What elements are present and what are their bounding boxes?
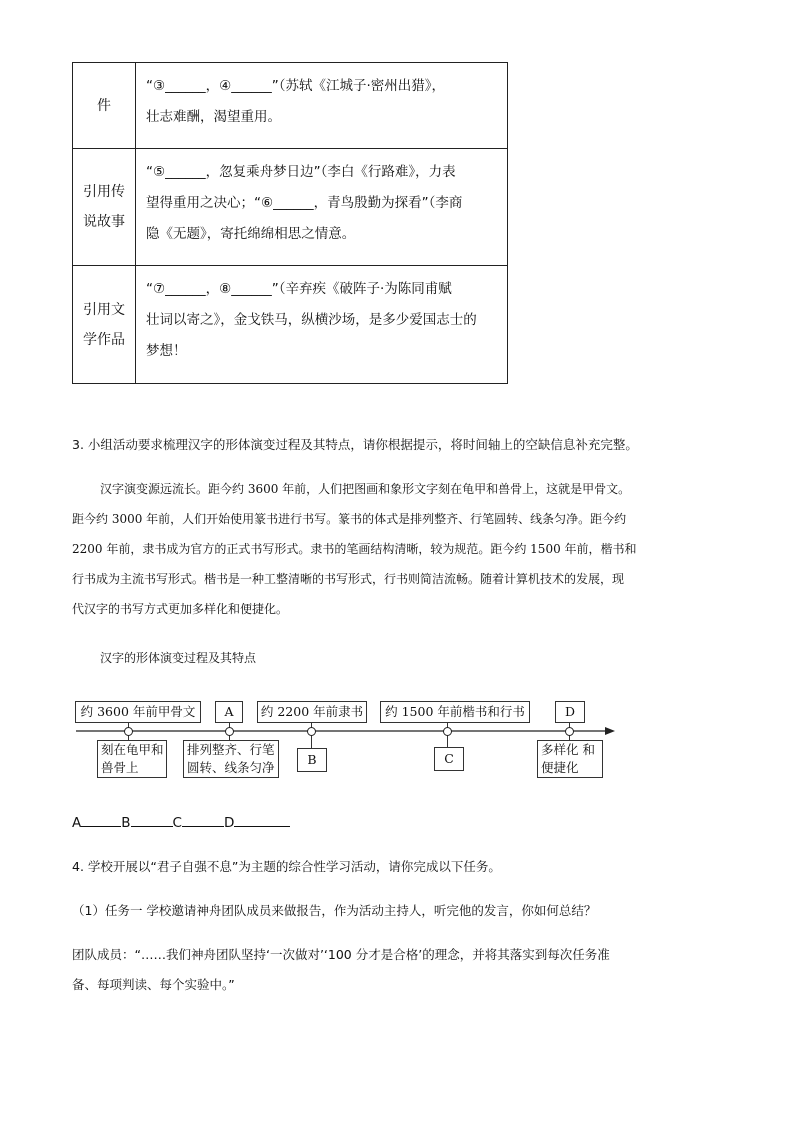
content-line: “③______，④______”（苏轼《江城子·密州出猎》， [146,78,445,94]
row-content [136,149,508,266]
box-line: 兽骨上 [101,760,139,775]
timeline-title: 汉字的形体演变过程及其特点 [100,651,257,665]
timeline-axis [70,725,620,737]
table-row [73,266,508,384]
timeline-top-box: 约 1500 年前楷书和行书 [380,701,530,723]
content-line: 壮词以寄之》，金戈铁马，纵横沙场，是多少爱国志士的 [146,312,477,328]
timeline-top-box: 约 3600 年前甲骨文 [75,701,201,723]
q3-passage-line: 代汉字的书写方式更加多样化和便捷化。 [72,602,289,616]
box-line: 排列整齐、行笔 [187,742,275,757]
row-label [73,149,136,266]
q3-passage-line: 距今约 3000 年前，人们开始使用篆书进行书写。篆书的体式是排列整齐、行笔圆转、线条匀净。距今约 [72,512,627,526]
timeline-bottom-box: B [297,748,327,772]
timeline-bottom-box [97,740,167,778]
answer-label-b: B [121,815,131,831]
box-line: 刻在龟甲和 [101,742,164,757]
content-line: 隐《无题》，寄托绵绵相思之情意。 [146,226,356,242]
content-line: 梦想！ [146,343,187,359]
row-label-text: 学作品 [83,331,125,348]
row-label [73,63,136,149]
table-row [73,63,508,149]
q4-quote-line: 备、每项判读、每个实验中。” [72,977,235,992]
answer-blank[interactable] [182,812,224,827]
content-line: “⑤______，忽复乘舟梦日边”（李白《行路难》，力表 [146,164,456,180]
row-label-text: 引用文 [83,301,125,318]
arrow-head-icon [605,727,615,735]
answer-blank[interactable] [131,812,173,827]
answer-blank[interactable] [81,812,121,827]
connector [311,734,312,748]
q3-passage-line: 2200 年前，隶书成为官方的正式书写形式。隶书的笔画结构清晰，较为规范。距今约 1500 年前，楷书和 [72,542,637,556]
box-line: 多样化 和 [541,742,595,757]
row-label-text: 引用传 [83,184,125,200]
q3-prompt: 3. 小组活动要求梳理汉字的形体演变过程及其特点，请你根据提示，将时间轴上的空缺信息补充完整。 [72,437,638,452]
timeline-bottom-box [537,740,603,778]
row-label-text: 件 [97,97,111,114]
timeline-bottom-box: C [434,747,464,771]
answer-label-c: C [172,815,182,831]
timeline-bottom-box [183,740,279,778]
q3-passage-line: 行书成为主流书写形式。楷书是一种工整清晰的书写形式，行书则简洁流畅。随着计算机技术的发展，现 [72,572,625,586]
timeline-node [565,727,574,736]
poetry-table [72,62,508,384]
timeline-node [124,727,133,736]
q4-prompt: 4. 学校开展以“君子自强不息”为主题的综合性学习活动，请你完成以下任务。 [72,859,501,874]
box-line: 便捷化 [541,760,579,775]
row-label-text: 说故事 [83,214,125,230]
content-line: “⑦______，⑧______”（辛弃疾《破阵子·为陈同甫赋 [146,281,452,297]
row-label [73,266,136,384]
row-content [136,63,508,149]
answer-blank[interactable] [234,812,290,827]
answer-label-a: A [72,815,82,831]
q4-quote-line: 团队成员：“……我们神舟团队坚持‘一次做对’‘100 分才是合格’的理念，并将其落实到每次任务准 [72,947,610,962]
table-row [73,149,508,266]
answer-line [72,812,290,832]
q4-task1: （1）任务一 学校邀请神舟团队成员来做报告，作为活动主持人，听完他的发言，你如何总结？ [72,903,597,918]
timeline-node [307,727,316,736]
timeline-node [443,727,452,736]
q3-passage-line: 汉字演变源远流长。距今约 3600 年前，人们把图画和象形文字刻在龟甲和兽骨上，这就是甲骨文。 [100,482,631,496]
box-line: 圆转、线条匀净 [187,760,275,775]
row-content [136,266,508,384]
timeline-top-box: D [555,701,585,723]
content-line: 壮志难酬，渴望重用。 [146,109,281,125]
timeline-top-box: 约 2200 年前隶书 [257,701,367,723]
answer-label-d: D [223,815,235,831]
content-line: 望得重用之决心；“⑥______，青鸟殷勤为探看”（李商 [146,195,463,211]
timeline-top-box: A [215,701,243,723]
timeline-node [225,727,234,736]
